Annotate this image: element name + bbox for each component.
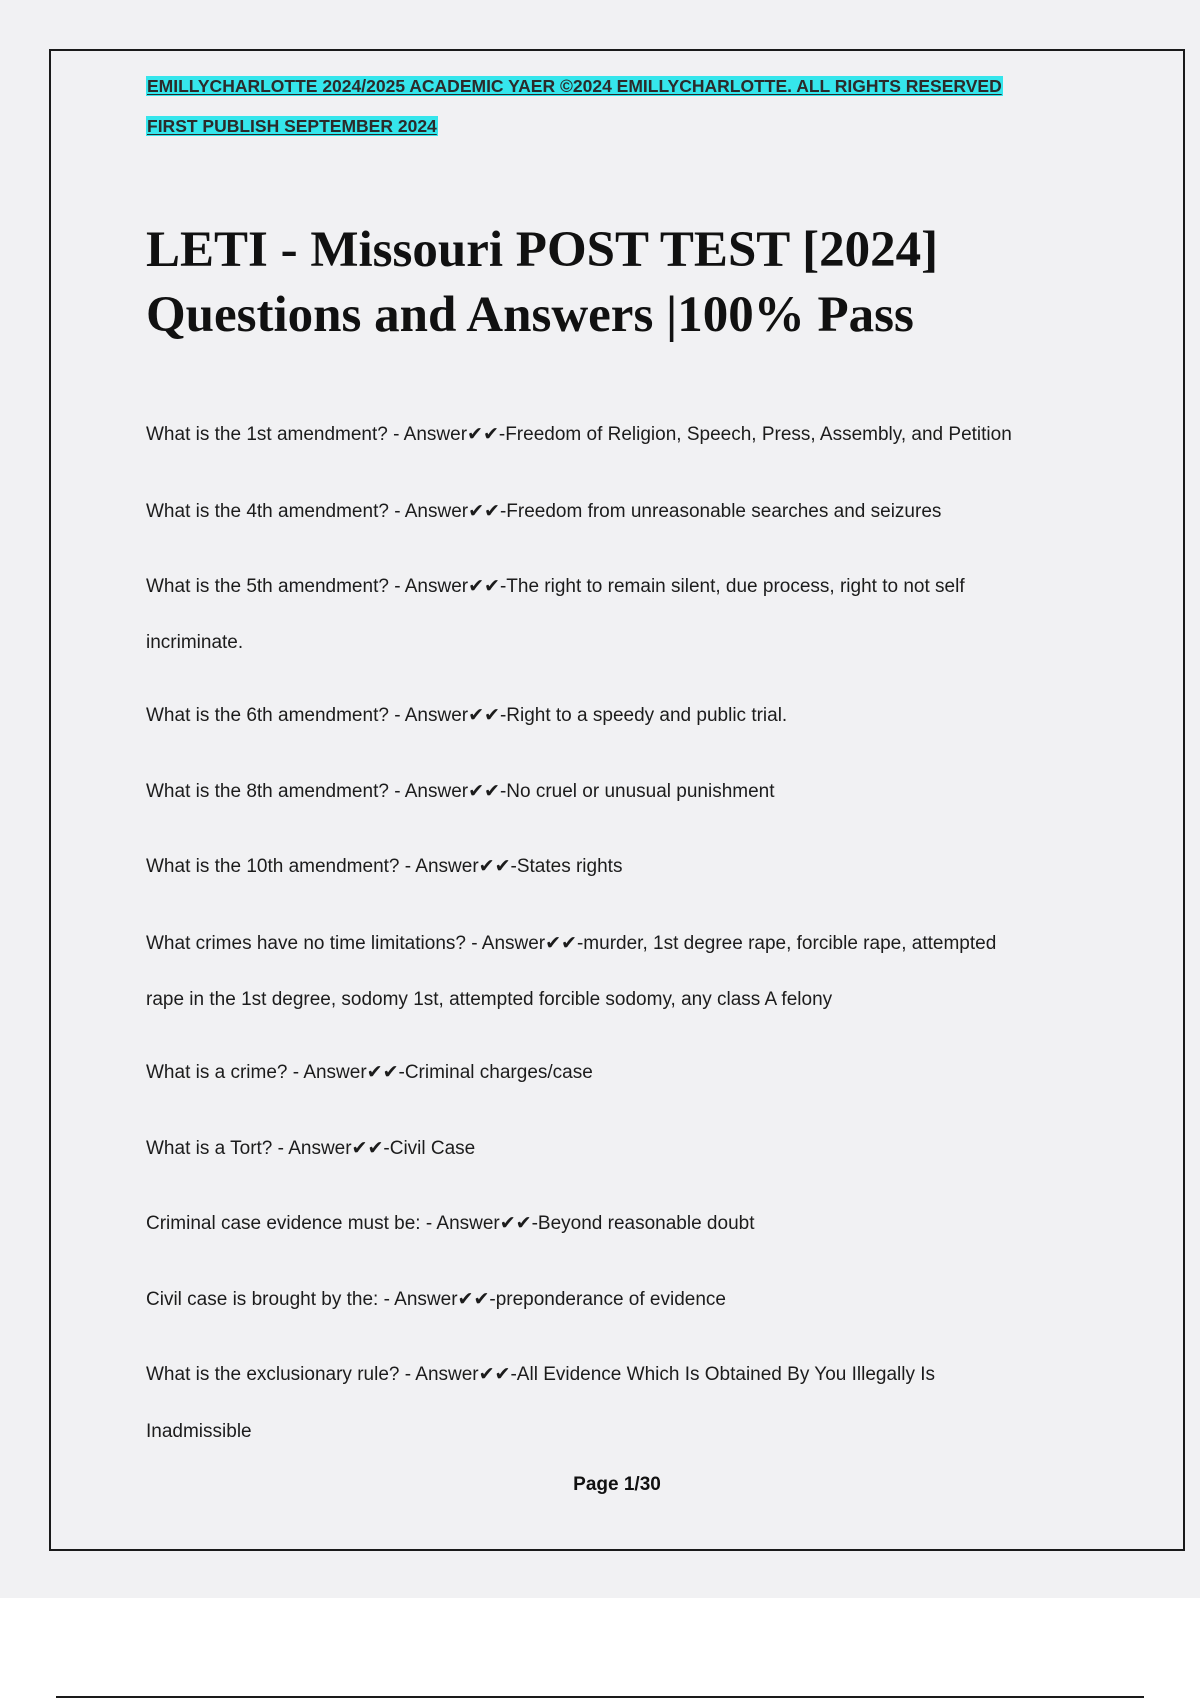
copyright-header (146, 75, 1003, 97)
qa-line: What crimes have no time limitations? - Answer✔✔-murder, 1st degree rape, forcible rape, attempted (146, 933, 997, 954)
next-page-top-rule (56, 1696, 1144, 1698)
qa-line: What is a Tort? - Answer✔✔-Civil Case (146, 1138, 476, 1159)
document-title (146, 218, 1146, 348)
qa-line-continuation: incriminate. (146, 632, 244, 653)
qa-line: What is the 5th amendment? - Answer✔✔-The right to remain silent, due process, right to not self (146, 576, 965, 597)
qa-line: Civil case is brought by the: - Answer✔✔-preponderance of evidence (146, 1289, 726, 1310)
title-line-1: LETI - Missouri POST TEST [2024] (146, 222, 939, 278)
page-number: Page 1/30 (573, 1474, 661, 1495)
qa-line-continuation: Inadmissible (146, 1421, 252, 1442)
qa-line: What is the 6th amendment? - Answer✔✔-Right to a speedy and public trial. (146, 705, 788, 726)
publish-date-header (146, 115, 438, 137)
qa-line: What is the 4th amendment? - Answer✔✔-Freedom from unreasonable searches and seizures (146, 501, 942, 522)
qa-line: Criminal case evidence must be: - Answer✔✔-Beyond reasonable doubt (146, 1213, 755, 1234)
copyright-header-text: EMILLYCHARLOTTE 2024/2025 ACADEMIC YAER ©2024 EMILLYCHARLOTTE. ALL RIGHTS RESERVED (147, 76, 1002, 96)
qa-line: What is the 10th amendment? - Answer✔✔-States rights (146, 856, 623, 877)
qa-line: What is the 8th amendment? - Answer✔✔-No cruel or unusual punishment (146, 781, 775, 802)
qa-line: What is the exclusionary rule? - Answer✔✔-All Evidence Which Is Obtained By You Illegally Is (146, 1364, 936, 1385)
qa-line: What is the 1st amendment? - Answer✔✔-Freedom of Religion, Speech, Press, Assembly, and Petition (146, 424, 1012, 445)
qa-line: What is a crime? - Answer✔✔-Criminal charges/case (146, 1062, 593, 1083)
publish-date-text: FIRST PUBLISH SEPTEMBER 2024 (147, 116, 437, 136)
qa-line-continuation: rape in the 1st degree, sodomy 1st, attempted forcible sodomy, any class A felony (146, 989, 833, 1010)
title-line-2: Questions and Answers |100% Pass (146, 287, 914, 343)
